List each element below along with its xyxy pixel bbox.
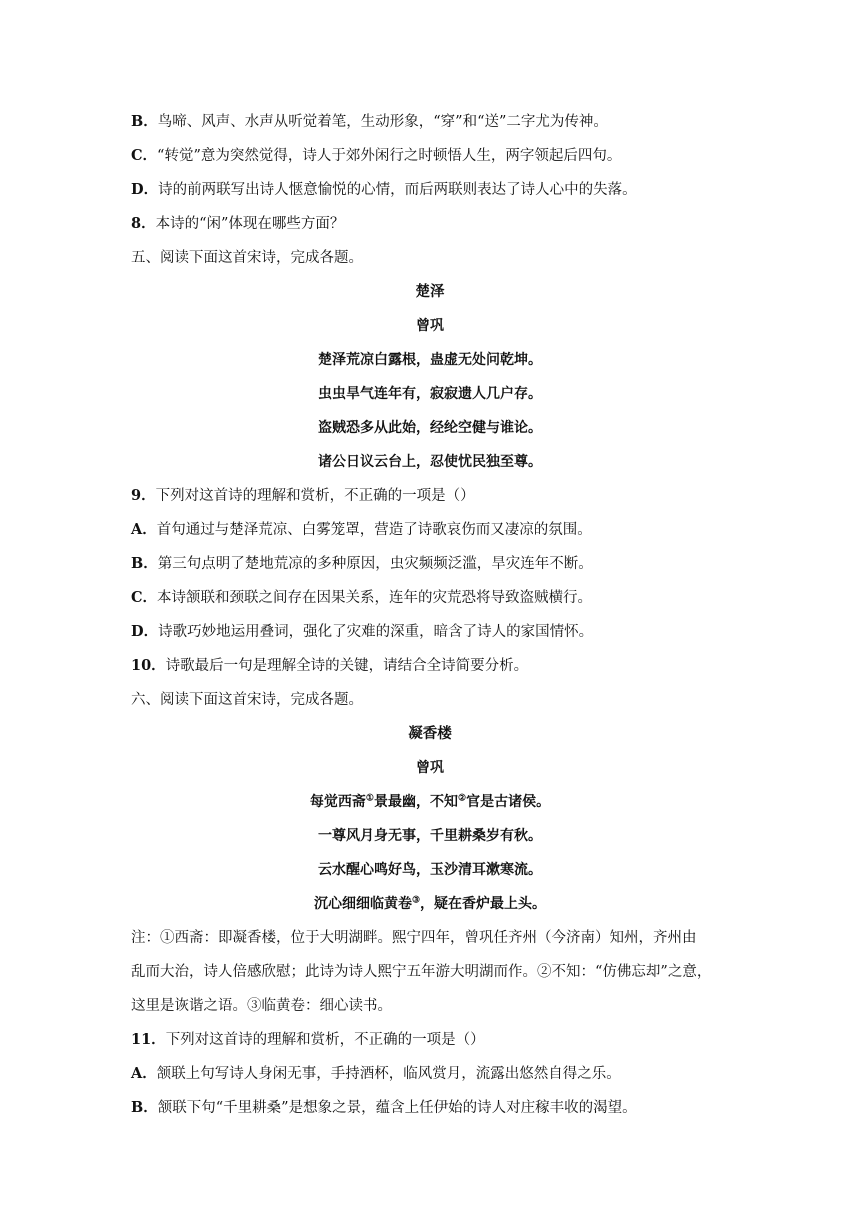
note-line-1: 注：①西斋：即凝香楼，位于大明湖畔。熙宁四年，曾巩任齐州（今济南）知州，齐州由 <box>131 930 697 946</box>
poem-1-line-3: 盗贼恐多从此始，经纶空健与谁论。 <box>318 420 542 436</box>
option-text: 首句通过与楚泽荒凉、白雾笼罩，营造了诗歌哀伤而又凄凉的氛围。 <box>156 522 592 538</box>
q7-option-d <box>131 180 729 200</box>
option-label: C． <box>131 147 158 164</box>
question-11 <box>131 1030 729 1050</box>
question-text: 下列对这首诗的理解和赏析，不正确的一项是（） <box>155 488 475 504</box>
option-label: A． <box>131 1065 157 1082</box>
option-label: B． <box>131 113 158 130</box>
q11-option-b <box>131 1098 729 1118</box>
question-number: 11． <box>131 1031 166 1048</box>
poem-text: 每觉西斋 <box>309 794 366 810</box>
poem-text: 景最幽，不知 <box>374 794 458 810</box>
option-text: 颔联上句写诗人身闲无事，手持酒杯，临风赏月，流露出悠然自得之乐。 <box>156 1066 621 1082</box>
q7-option-c <box>131 146 729 166</box>
option-label: A． <box>131 521 157 538</box>
poem-2-line-3: 云水醒心鸣好鸟，玉沙清耳漱寒流。 <box>318 862 542 878</box>
poem-1-title: 楚泽 <box>415 283 445 300</box>
note-line-3: 这里是诙谐之语。③临黄卷：细心读书。 <box>131 998 392 1014</box>
option-label: B． <box>131 1099 158 1116</box>
q11-option-a <box>131 1064 729 1084</box>
question-number: 10． <box>131 657 166 674</box>
option-text: 颔联下句“千里耕桑”是想象之景，蕴含上任伊始的诗人对庄稼丰收的渴望。 <box>157 1100 637 1116</box>
note-line-2: 乱而大治，诗人倍感欣慰；此诗为诗人熙宁五年游大明湖而作。②不知：“仿佛忘却”之意， <box>131 964 712 980</box>
q7-option-b <box>131 112 729 132</box>
poem-1-line-4: 诸公日议云台上，忍使忧民独至尊。 <box>318 454 542 470</box>
option-text: 本诗颔联和颈联之间存在因果关系，连年的灾荒恐将导致盗贼横行。 <box>157 590 593 606</box>
q9-option-b <box>131 554 729 574</box>
option-label: D． <box>131 181 159 198</box>
option-text: 第三句点明了楚地荒凉的多种原因，虫灾频频泛滥，旱灾连年不断。 <box>157 556 593 572</box>
question-text: 下列对这首诗的理解和赏析，不正确的一项是（） <box>165 1032 485 1048</box>
q9-option-a <box>131 520 729 540</box>
poem-1-line-2: 虫虫旱气连年有，寂寂遗人几户存。 <box>318 386 542 402</box>
section-6-heading: 六、阅读下面这首宋诗，完成各题。 <box>131 692 363 708</box>
option-label: D． <box>131 623 159 640</box>
poem-text: ，疑在香炉最上头。 <box>420 896 547 912</box>
poem-1-line-1: 楚泽荒凉白露根，蛊虚无处问乾坤。 <box>318 352 542 368</box>
footnote-mark: ② <box>458 793 467 804</box>
poem-2-line-1 <box>0 792 860 812</box>
footnote-mark: ③ <box>411 895 421 906</box>
question-text: 诗歌最后一句是理解全诗的关键，请结合全诗简要分析。 <box>165 658 529 674</box>
section-5-heading: 五、阅读下面这首宋诗，完成各题。 <box>131 250 363 266</box>
option-text: 鸟啼、风声、水声从听觉着笔，生动形象，“穿”和“送”二字尤为传神。 <box>157 114 608 130</box>
question-9 <box>131 486 729 506</box>
question-10 <box>131 656 729 676</box>
poem-2-author: 曾巩 <box>416 760 444 776</box>
question-number: 8． <box>131 215 156 232</box>
question-8 <box>131 214 729 234</box>
q9-option-c <box>131 588 729 608</box>
question-number: 9． <box>131 487 156 504</box>
poem-2-line-4 <box>0 894 860 914</box>
question-text: 本诗的“闲”体现在哪些方面？ <box>155 216 345 232</box>
footnote-mark: ① <box>365 793 374 804</box>
option-label: C． <box>131 589 158 606</box>
option-text: 诗歌巧妙地运用叠词，强化了灾难的深重，暗含了诗人的家国情怀。 <box>158 624 594 640</box>
option-label: B． <box>131 555 158 572</box>
q9-option-d <box>131 622 729 642</box>
poem-1-author: 曾巩 <box>416 318 444 334</box>
poem-2-line-2: 一尊风月身无事，千里耕桑岁有秋。 <box>318 828 542 844</box>
option-text: 诗的前两联写出诗人惬意愉悦的心情，而后两联则表达了诗人心中的失落。 <box>158 182 637 198</box>
poem-text: 沉心细细临黄卷 <box>313 896 412 912</box>
poem-text: 官是古诸侯。 <box>466 794 551 810</box>
poem-2-title: 凝香楼 <box>408 725 452 742</box>
option-text: “转觉”意为突然觉得，诗人于郊外闲行之时顿悟人生，两字领起后四句。 <box>157 148 622 164</box>
